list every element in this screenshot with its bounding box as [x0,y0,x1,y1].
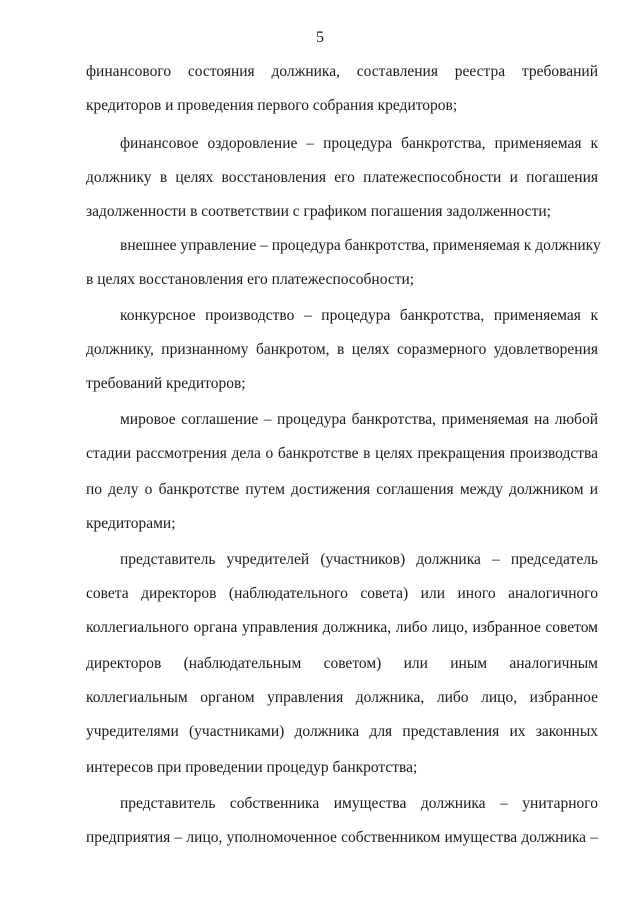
text-line: стадии рассмотрения дела о банкротстве в целях прекращения производства [86,445,598,462]
text-line: внешнее управление – процедура банкротства, применяемая к должнику [120,237,601,254]
text-line: предприятия – лицо, уполномоченное собственником имущества должника – [86,829,598,846]
text-line: совета директоров (наблюдательного совета) или иного аналогичного [86,585,598,602]
text-line: коллегиальным органом управления должника, либо лицо, избранное [86,689,598,706]
text-line: кредиторами; [86,515,176,532]
text-line: финансового состояния должника, составления реестра требований [86,63,598,80]
text-line: в целях восстановления его платежеспособности; [86,271,415,288]
text-line: директоров (наблюдательным советом) или иным аналогичным [86,655,598,672]
text-line: коллегиального органа управления должника, либо лицо, избранное советом [86,619,598,636]
text-line: представитель учредителей (участников) должника – председатель [120,551,598,568]
text-line: кредиторов и проведения первого собрания кредиторов; [86,97,458,114]
text-line: задолженности в соответствии с графиком погашения задолженности; [86,203,551,220]
text-line: финансовое оздоровление – процедура банкротства, применяемая к [120,135,598,152]
text-line: требований кредиторов; [86,375,246,392]
page-number: 5 [316,29,324,46]
text-line: по делу о банкротстве путем достижения соглашения между должником и [86,481,598,498]
text-line: представитель собственника имущества должника – унитарного [120,795,598,812]
text-line: должнику в целях восстановления его платежеспособности и погашения [86,169,598,186]
text-line: конкурсное производство – процедура банкротства, применяемая к [120,307,598,324]
text-line: интересов при проведении процедур банкротства; [86,759,418,776]
text-line: должнику, признанному банкротом, в целях соразмерного удовлетворения [86,341,598,358]
text-line: учредителями (участниками) должника для представления их законных [86,723,598,740]
text-line: мировое соглашение – процедура банкротства, применяемая на любой [120,411,598,428]
